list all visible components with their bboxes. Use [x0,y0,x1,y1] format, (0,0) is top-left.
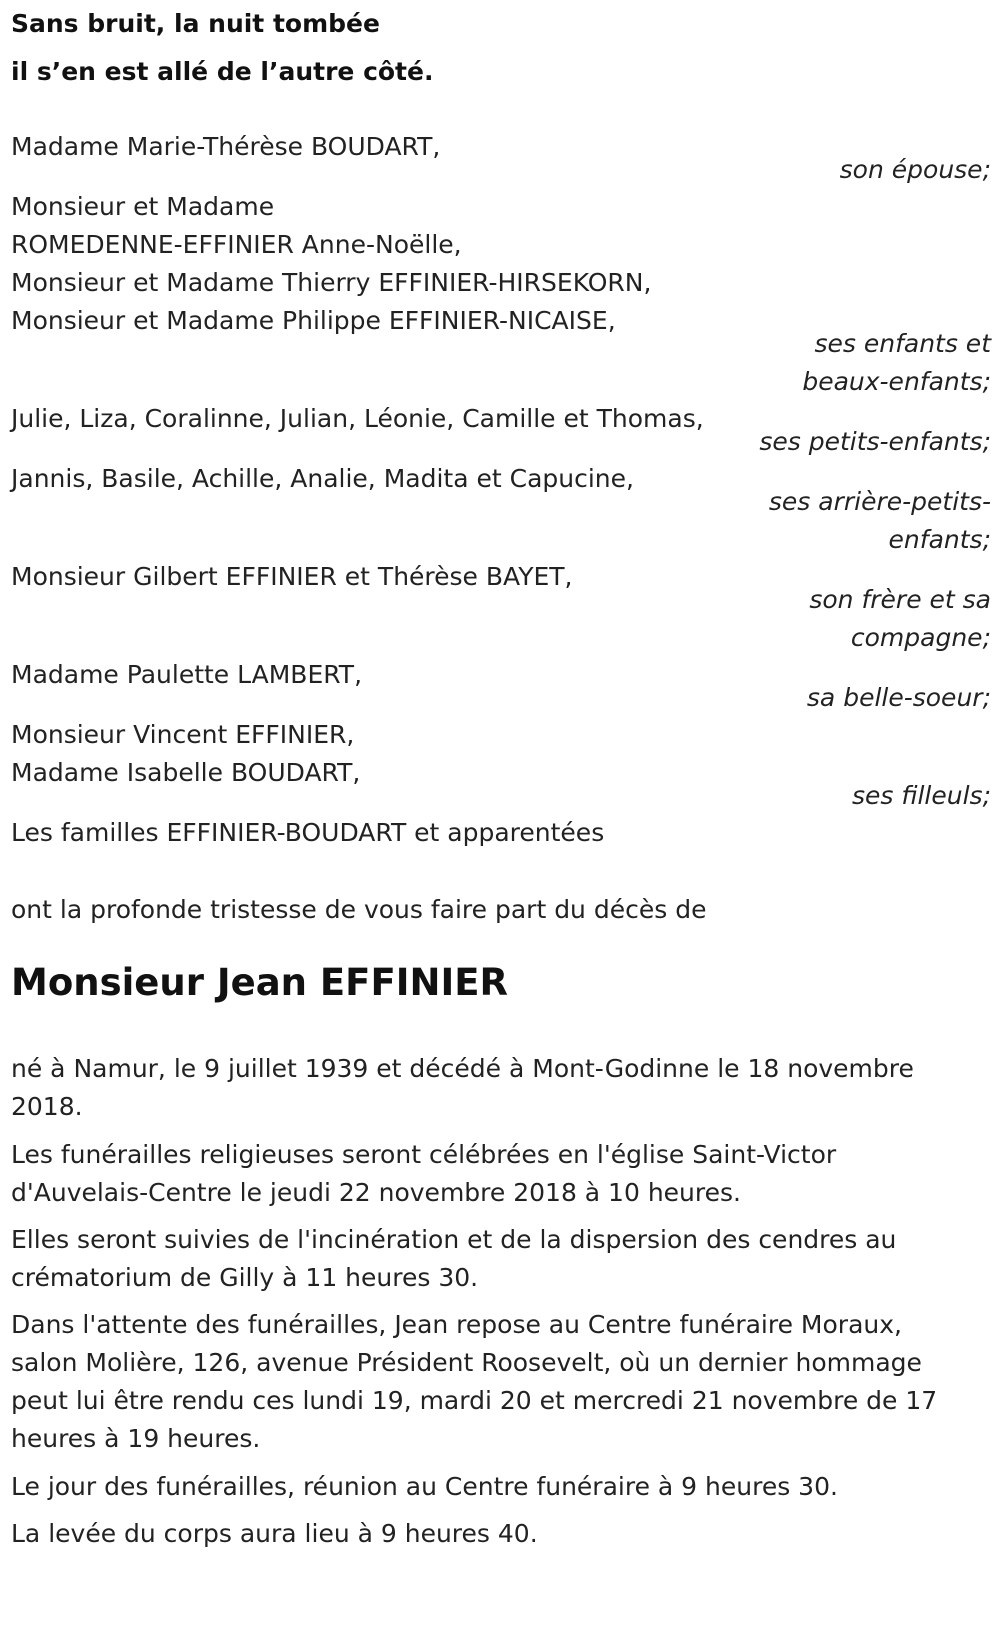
deceased-name: Monsieur Jean EFFINIER [11,961,508,1004]
children-line-3: Monsieur et Madame Thierry EFFINIER-HIRSEKORN, [11,268,652,297]
spouse-name: Madame Marie-Thérèse BOUDART, [11,132,441,161]
detail-meeting-time: Le jour des funérailles, réunion au Centre funéraire à 9 heures 30. [11,1472,838,1501]
poem-line-1: Sans bruit, la nuit tombée [11,9,380,38]
grandchildren-names: Julie, Liza, Coralinne, Julian, Léonie, Camille et Thomas, [11,404,704,433]
spouse-role: son épouse; [839,155,991,184]
children-role-line-1: ses enfants et [814,329,991,358]
children-role-line-2: beaux-enfants; [802,367,991,396]
children-line-1: Monsieur et Madame [11,192,275,221]
grandchildren-role: ses petits-enfants; [759,427,991,456]
detail-departure-time: La levée du corps aura lieu à 9 heures 40. [11,1519,538,1548]
godchild-line-2: Madame Isabelle BOUDART, [11,758,361,787]
children-line-4: Monsieur et Madame Philippe EFFINIER-NICAISE, [11,306,616,335]
families-line: Les familles EFFINIER-BOUDART et apparentées [11,818,605,847]
detail-cremation: Elles seront suivies de l'incinération et de la dispersion des cendres au crématorium de Gilly à 11 heures 30. [11,1225,897,1292]
great-grandchildren-role-line-1: ses arrière-petits- [768,487,991,516]
detail-birth-death: né à Namur, le 9 juillet 1939 et décédé à Mont-Godinne le 18 novembre 2018. [11,1054,914,1121]
great-grandchildren-role-line-2: enfants; [888,525,991,554]
sister-in-law-name: Madame Paulette LAMBERT, [11,660,363,689]
brother-role-line-2: compagne; [850,623,991,652]
godchildren-role: ses filleuls; [851,781,991,810]
brother-name: Monsieur Gilbert EFFINIER et Thérèse BAYET, [11,562,573,591]
great-grandchildren-names: Jannis, Basile, Achille, Analie, Madita et Capucine, [11,464,634,493]
poem-line-2: il s’en est allé de l’autre côté. [11,57,434,86]
detail-funeral-service: Les funérailles religieuses seront célébrées en l'église Saint-Victor d'Auvelais-Centre le jeudi 22 novembre 2018 à 10 heures. [11,1140,837,1207]
godchild-line-1: Monsieur Vincent EFFINIER, [11,720,355,749]
sister-in-law-role: sa belle-soeur; [806,683,991,712]
children-line-2: ROMEDENNE-EFFINIER Anne-Noëlle, [11,230,462,259]
brother-role-line-1: son frère et sa [809,585,991,614]
detail-visitation: Dans l'attente des funérailles, Jean repose au Centre funéraire Moraux, salon Molière, 126, avenue Président Roosevelt, où un dernier hommage peut lui être rendu ces lundi 19, mardi 20 et mercredi 21 novembre de 17 heures à 19 heures. [11,1310,938,1453]
announcement-text: ont la profonde tristesse de vous faire part du décès de [11,895,707,924]
